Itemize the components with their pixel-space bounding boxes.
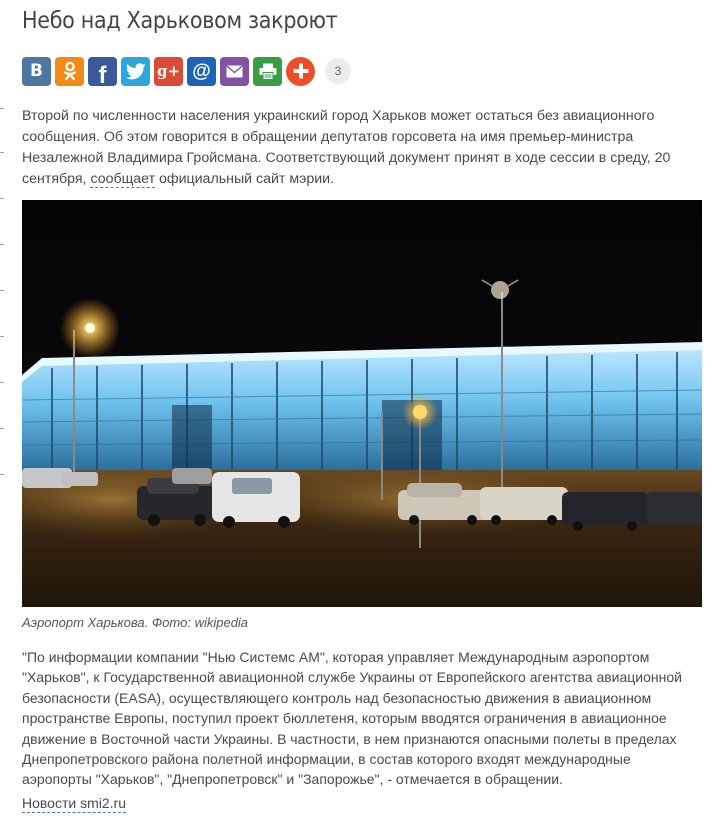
share-bar <box>22 56 351 86</box>
plus-icon <box>293 63 309 79</box>
photo-caption: Аэропорт Харькова. Фото: wikipedia <box>22 615 249 630</box>
article-title: Небо над Харьковом закроют <box>22 8 338 34</box>
twitter-bird-icon <box>126 63 146 80</box>
mail-ru-icon: @ <box>192 60 211 82</box>
source-link-soobshchaet[interactable]: сообщает <box>90 171 156 187</box>
facebook-share-button[interactable] <box>88 57 117 86</box>
article-quote-paragraph: "По информации компании "Нью Системс АМ", которая управляет Международным аэропортом "Харьков", к Государственной авиационной службе Украины от Европейского агентства авиационной безопасности (EASA), осуществляющего контроль над безопасностью движения в авиационном пространстве Европы, поступил проект бюллетеня, которым вводятся ограничения в авиационное движение в Восточной части Украины. В частности, в нем признаются опасными полеты в пределах Днепропетровского района полетной информации, в состав которого входят международные аэропорты "Харьков", "Днепропетровск" и "Запорожье", - отмечается в обращении. <box>22 649 682 788</box>
google-plus-share-button[interactable] <box>154 57 183 86</box>
email-share-button[interactable] <box>220 57 249 86</box>
vkontakte-share-button[interactable] <box>22 57 51 86</box>
article-lead-paragraph <box>22 106 682 190</box>
envelope-icon <box>226 65 243 78</box>
lead-text-start: Второй по численности населения украинский город Харьков может остаться без авиационного сообщения. Об этом говорится в обращении депутатов горсовета на имя премьер-министра Незалежной Владимира Гройсмана. Соответствующий документ принят в ходе сессии в среду, 20 сентября, <box>22 108 671 187</box>
odnoklassniki-icon <box>62 61 78 81</box>
print-button[interactable] <box>253 57 282 86</box>
vkontakte-icon: B <box>30 60 43 81</box>
twitter-share-button[interactable] <box>121 57 150 86</box>
odnoklassniki-share-button[interactable] <box>55 57 84 86</box>
share-count-badge: 3 <box>325 58 351 84</box>
printer-icon <box>259 63 277 80</box>
facebook-icon: f <box>98 61 107 86</box>
news-source-link[interactable]: Новости smi2.ru <box>22 795 126 811</box>
google-plus-icon: g+ <box>156 61 181 80</box>
airport-photo <box>22 200 702 607</box>
lead-text-end: официальный сайт мэрии. <box>155 171 335 187</box>
mail-ru-share-button[interactable] <box>187 57 216 86</box>
more-share-button[interactable] <box>286 57 315 86</box>
edge-ruler-ticks <box>0 0 6 826</box>
